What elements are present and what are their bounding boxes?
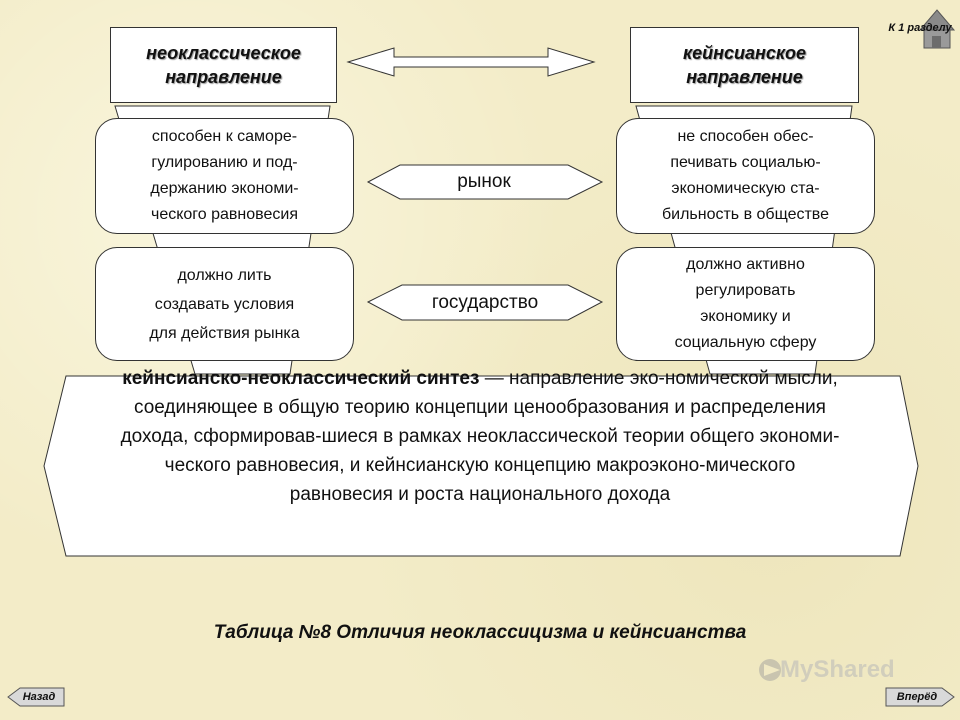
forward-button[interactable]: Вперёд — [896, 691, 938, 703]
neoclassical-state-box: должно лить создавать условия для действия рынка — [95, 247, 354, 361]
header-neoclassical-line1: неоклассическое — [146, 43, 301, 63]
synthesis-text — [120, 364, 840, 509]
synthesis-definition: — направление эко-номической мысли, соединяющее в общую теорию концепции ценообразования и распределения дохода, сформировав-шиеся в рамках неоклассической теории общего экономи-ческого равновесия, и кейнсианскую концепцию макроэконо-мического равновесия и роста национального дохода — [120, 368, 840, 505]
header-keynesian-line1: кейнсианское — [682, 43, 807, 63]
back-button[interactable]: Назад — [22, 691, 56, 703]
table-caption: Таблица №8 Отличия неоклассицизма и кейнсианства — [213, 622, 747, 643]
neoclassical-market-box: способен к саморе- гулированию и под- держанию экономи- ческого равновесия — [95, 118, 354, 234]
header-keynesian-line2: направление — [686, 67, 803, 87]
state-label: государство — [431, 291, 539, 313]
top-double-arrow — [348, 48, 594, 76]
watermark-logo-icon — [759, 659, 781, 681]
synthesis-term: кейнсианско-неоклассический синтез — [122, 368, 480, 389]
section-link[interactable]: К 1 разделу — [888, 22, 952, 34]
header-keynesian — [630, 27, 859, 103]
watermark: MyShared — [780, 656, 895, 683]
keynesian-market-box: не способен обес- печивать социалью- экономическую ста- бильность в обществе — [616, 118, 875, 234]
keynesian-state-box: должно активно регулировать экономику и социальную сферу — [616, 247, 875, 361]
header-neoclassical — [110, 27, 337, 103]
header-neoclassical-line2: направление — [165, 67, 282, 87]
market-label: рынок — [457, 171, 511, 192]
